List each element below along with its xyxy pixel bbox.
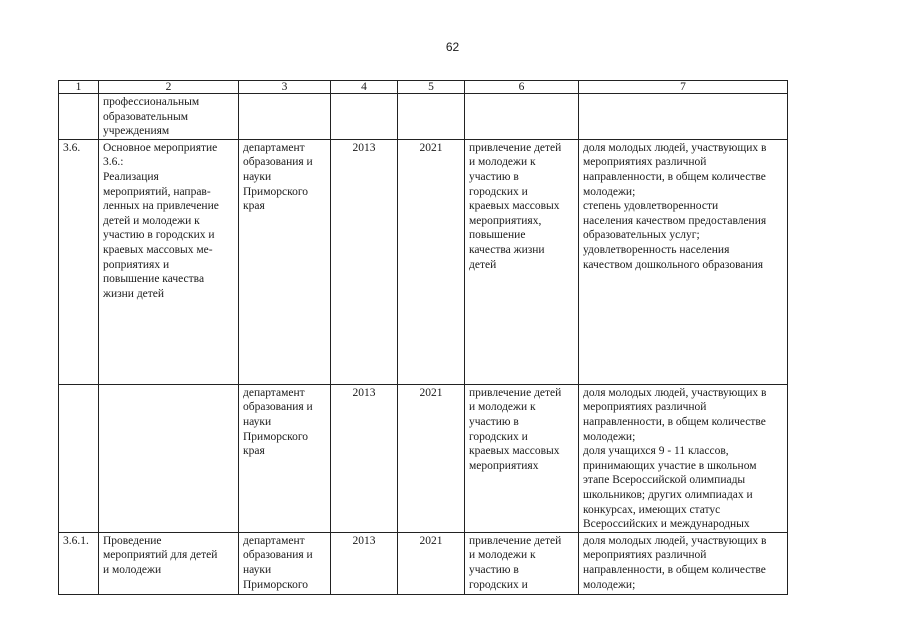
cell-item-number: 3.6.1. [59, 532, 99, 594]
table-header-row [59, 81, 788, 94]
program-table [58, 80, 788, 595]
cell-text-line: повышение качества [103, 273, 205, 286]
cell-executor [239, 384, 331, 532]
cell-text-line: Приморского [243, 430, 309, 443]
cell-text-line: привлечение детей [469, 386, 562, 399]
cell-text-line: образовательных услуг; [583, 229, 700, 242]
cell-text-line: мероприятиях [469, 459, 539, 472]
cell-text-line: качеством дошкольного образования [583, 258, 764, 271]
cell-text-line: профессиональным [103, 96, 200, 108]
cell-text-line: и молодежи к [469, 401, 536, 414]
cell-text-line: и молодежи к [469, 549, 536, 562]
cell-text-line: Приморского [243, 185, 309, 198]
cell-text-line: участию в [469, 170, 519, 183]
cell-text-line: участию в городских и [103, 229, 215, 242]
cell-text-line: доля молодых людей, участвующих в [583, 141, 767, 154]
cell-text-line: детей и молодежи к [103, 214, 200, 227]
cell-activity-name [99, 139, 239, 384]
cell-text-line: городских и [469, 578, 528, 591]
cell-text-line: мероприятиях, [469, 214, 542, 227]
cell-text-line: направленности, в общем количестве [583, 563, 766, 576]
cell-text-line: городских и [469, 430, 528, 443]
cell-end-year [398, 94, 465, 140]
cell-start-year [331, 94, 398, 140]
cell-text-line: Всероссийских и международных [583, 518, 750, 531]
cell-text-line: степень удовлетворенности [583, 200, 719, 213]
cell-text-line: мероприятий, направ- [103, 185, 211, 198]
cell-text-line: мероприятий для детей [103, 549, 218, 562]
cell-indicators [579, 94, 788, 140]
cell-text-line: краевых массовых [469, 445, 560, 458]
cell-expected-result [465, 139, 579, 384]
table-row [59, 532, 788, 594]
cell-executor [239, 139, 331, 384]
cell-text-line: краевых массовых [469, 200, 560, 213]
cell-text-line: науки [243, 415, 272, 428]
cell-text-line: привлечение детей [469, 141, 562, 154]
cell-text-line: Приморского [243, 578, 309, 591]
cell-end-year: 2021 [398, 139, 465, 384]
cell-text-line: края [243, 445, 265, 458]
cell-activity-name [99, 532, 239, 594]
cell-text-line: науки [243, 170, 272, 183]
cell-text-line: молодежи; [583, 430, 636, 443]
cell-text-line: школьников; других олимпиадах и [583, 488, 753, 501]
cell-text-line: направленности, в общем количестве [583, 415, 766, 428]
cell-text-line: доля молодых людей, участвующих в [583, 534, 767, 547]
table-row [59, 139, 788, 384]
cell-text-line: доля молодых людей, участвующих в [583, 386, 767, 399]
cell-start-year: 2013 [331, 532, 398, 594]
cell-indicators [579, 139, 788, 384]
cell-text-line: департамент [243, 386, 305, 399]
cell-text-line: образования и [243, 401, 313, 414]
cell-text-line: принимающих участие в школьном [583, 459, 757, 472]
cell-text-line: привлечение детей [469, 534, 562, 547]
cell-text-line: городских и [469, 185, 528, 198]
cell-text-line: жизни детей [103, 287, 165, 300]
cell-executor [239, 532, 331, 594]
column-number-5: 5 [398, 81, 465, 94]
cell-text-line: Реализация [103, 170, 159, 183]
cell-text-line: департамент [243, 141, 305, 154]
cell-text-line: направленности, в общем количестве [583, 170, 766, 183]
column-number-1: 1 [59, 81, 99, 94]
cell-indicators [579, 384, 788, 532]
cell-text-line: этапе Всероссийской олимпиады [583, 474, 746, 487]
table-row [59, 94, 788, 140]
cell-expected-result [465, 94, 579, 140]
column-number-3: 3 [239, 81, 331, 94]
cell-text-line: науки [243, 563, 272, 576]
cell-text-line: краевых массовых ме- [103, 243, 213, 256]
column-number-4: 4 [331, 81, 398, 94]
cell-start-year: 2013 [331, 139, 398, 384]
cell-item-number [59, 384, 99, 532]
column-number-6: 6 [465, 81, 579, 94]
cell-text-line: повышение [469, 229, 526, 242]
cell-text-line: ленных на привлечение [103, 200, 219, 213]
cell-item-number: 3.6. [59, 139, 99, 384]
cell-text-line: мероприятиях различной [583, 549, 707, 562]
cell-activity-name [99, 94, 239, 140]
cell-text-line: департамент [243, 534, 305, 547]
cell-item-number [59, 94, 99, 140]
cell-text-line: образовательным [103, 110, 189, 123]
cell-text-line: и молодежи к [469, 156, 536, 169]
cell-executor [239, 94, 331, 140]
cell-text-line: и молодежи [103, 563, 162, 576]
column-number-2: 2 [99, 81, 239, 94]
cell-text-line: молодежи; [583, 185, 636, 198]
column-number-7: 7 [579, 81, 788, 94]
cell-end-year: 2021 [398, 384, 465, 532]
cell-text-line: образования и [243, 156, 313, 169]
cell-text-line: удовлетворенность населения [583, 243, 730, 256]
cell-text-line: мероприятиях различной [583, 156, 707, 169]
page-number: 62 [445, 40, 460, 54]
cell-text-line: доля учащихся 9 - 11 классов, [583, 445, 729, 458]
cell-text-line: Основное мероприятие [103, 141, 218, 154]
cell-text-line: конкурсах, имеющих статус [583, 503, 721, 516]
cell-text-line: Проведение [103, 534, 162, 547]
cell-expected-result [465, 384, 579, 532]
cell-text-line: мероприятиях различной [583, 401, 707, 414]
cell-indicators [579, 532, 788, 594]
cell-text-line: детей [469, 258, 497, 271]
cell-end-year: 2021 [398, 532, 465, 594]
cell-text-line: 3.6.: [103, 156, 124, 169]
cell-text-line: качества жизни [469, 243, 545, 256]
cell-start-year: 2013 [331, 384, 398, 532]
cell-text-line: населения качеством предоставления [583, 214, 767, 227]
cell-text-line: участию в [469, 563, 519, 576]
cell-expected-result [465, 532, 579, 594]
cell-text-line: роприятиях и [103, 258, 170, 271]
cell-text-line: образования и [243, 549, 313, 562]
table-row [59, 384, 788, 532]
cell-text-line: учреждениям [103, 125, 170, 138]
cell-activity-name [99, 384, 239, 532]
cell-text-line: участию в [469, 415, 519, 428]
cell-text-line: края [243, 200, 265, 213]
cell-text-line: молодежи; [583, 578, 636, 591]
